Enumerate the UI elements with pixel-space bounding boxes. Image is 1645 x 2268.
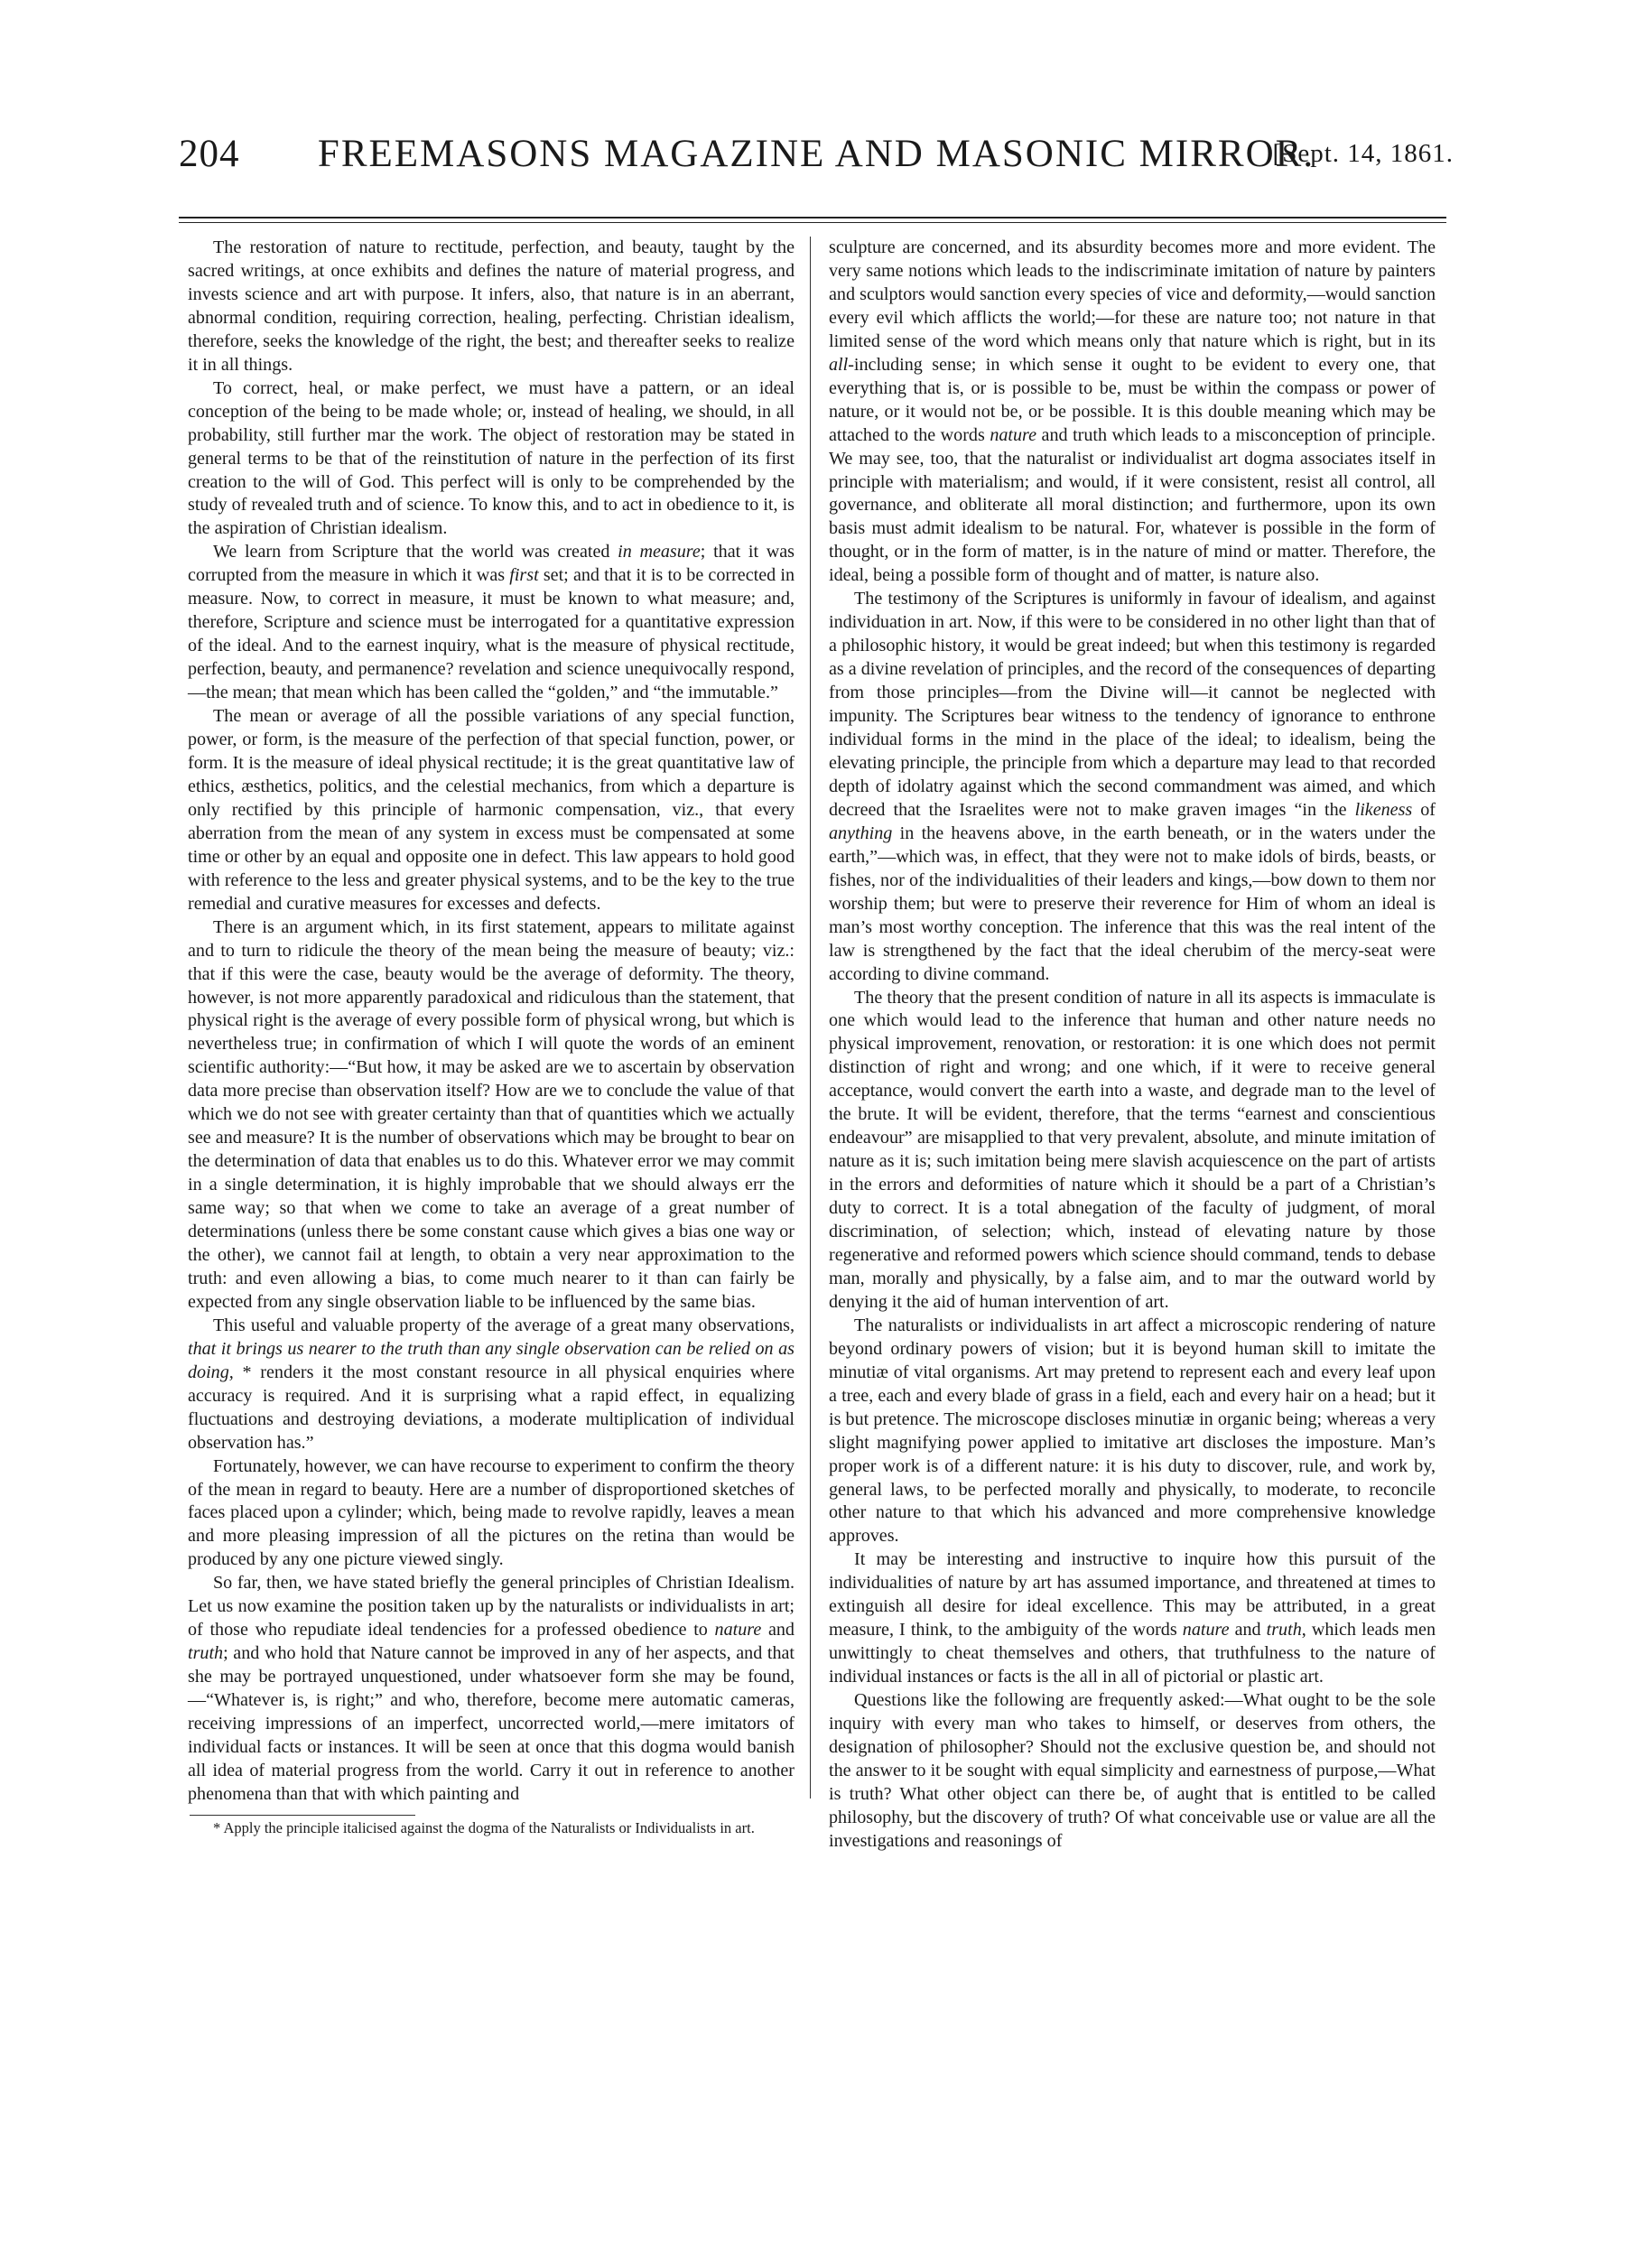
header-rule — [179, 217, 1446, 218]
left-column — [188, 237, 795, 1836]
footnote-rule — [190, 1815, 415, 1816]
paragraph: We learn from Scripture that the world was created in measure; that it was corrupted from the measure in which it was first set; and that it is to be corrected in measure. Now, to correct in measure, it must be known to what measure; and, therefore, Scripture and science must be interrogated for a quantitative expression of the ideal. And to the earnest inquiry, what is the measure of physical rectitude, perfection, beauty, and permanence? revelation and science unequivocally respond,—the mean; that mean which has been called the “golden,” and “the immutable.” — [188, 542, 795, 703]
page-header — [179, 132, 1454, 186]
masthead-title: FREEMASONS MAGAZINE AND MASONIC MIRROR. — [317, 133, 1315, 175]
paragraph: The restoration of nature to rectitude, perfection, and beauty, taught by the sacred writings, at once exhibits and defines the nature of material progress, and invests science and art with purpose. It infers, also, that nature is in an aberrant, abnormal condition, requiring correction, healing, perfecting. Christian idealism, therefore, seeks the knowledge of the right, the best; and thereafter seeks to realize it in all things. — [188, 237, 795, 375]
paragraph: The naturalists or individualists in art affect a microscopic rendering of nature beyond ordinary powers of vision; but it is beyond human skill to imitate the minutiæ of vital organisms. Art may pretend to represent each and every leaf upon a tree, each and every blade of grass in a field, each and every hair on a head; but it is but pretence. The microscope discloses minutiæ in organic being; whereas a very slight magnifying power applied to imitative art discloses the imposture. Man’s proper work is of a different nature: it is his duty to discover, rule, and work by, general laws, to be perfected morally and physically, to moderate, to reconcile other nature to that which his advanced and more comprehensive knowledge approves. — [829, 1315, 1436, 1547]
paragraph: To correct, heal, or make perfect, we must have a pattern, or an ideal conception of the being to be made whole; or, instead of healing, we should, in all probability, still further mar the work. The object of restoration may be stated in general terms to be that of the reinstitution of nature in the perfection of its first creation to the will of God. This perfect will is only to be comprehended by the study of revealed truth and of science. To know this, and to act in obedience to it, is the aspiration of Christian idealism. — [188, 377, 795, 539]
paragraph: So far, then, we have stated briefly the general principles of Christian Idealism. Let us now examine the position taken up by the naturalists or individualists in art; of those who repudiate ideal tendencies for a professed obedience to nature and truth; and who hold that Nature cannot be improved in any of her aspects, and that she may be portrayed unquestioned, under whatsoever form she may be found,—“Whatever is, is right;” and who, therefore, become mere automatic cameras, receiving impressions of an imperfect, uncorrected world,—mere imitators of individual facts or instances. It will be seen at once that this dogma would banish all idea of material progress from the world. Carry it out in reference to another phenomena than that with which painting and — [188, 1573, 795, 1804]
issue-date: [Sept. 14, 1861. — [1272, 139, 1454, 168]
footnote: * Apply the principle italicised against the dogma of the Naturalists or Individualists in art. — [213, 1818, 755, 1836]
page-number: 204 — [179, 133, 240, 175]
paragraph: sculpture are concerned, and its absurdity becomes more and more evident. The very same notions which leads to the indiscriminate imitation of nature by painters and sculptors would sanction every species of vice and deformity,—would sanction every evil which afflicts the world;—for these are nature too; not nature in that limited sense of the word which means only that nature which is right, but in its all-including sense; in which sense it ought to be evident to every one, that everything that is, or is possible to be, must be within the compass or power of nature, or it would not be, or be possible. It is this double meaning which may be attached to the words nature and truth which leads to a misconception of principle. We may see, too, that the naturalist or individualist art dogma associates itself in principle with materialism; and would, if it were consistent, resist all control, all governance, and obliterate all moral distinction; and furthermore, upon its own basis must admit idealism to be natural. For, whatever is possible in the form of thought, or in the form of matter, is in the nature of mind or matter. Therefore, the ideal, being a possible form of thought and of matter, is nature also. — [829, 237, 1436, 586]
paragraph: It may be interesting and instructive to inquire how this pursuit of the individualities of nature by art has assumed importance, and threatened at times to extinguish all desire for ideal excellence. This may be attributed, in a great measure, I think, to the ambiguity of the words nature and truth, which leads men unwittingly to cheat themselves and others, that truthfulness to the nature of individual instances or facts is the all in all of pictorial or plastic art. — [829, 1549, 1436, 1687]
paragraph: Questions like the following are frequently asked:—What ought to be the sole inquiry with every man who takes to himself, or deserves from others, the designation of philosopher? Should not the exclusive question be, and should not the answer to it be sought with equal simplicity and earnestness of purpose,—What is truth? What other object can there be, of aught that is entitled to be called philosophy, but the discovery of truth? Of what conceivable use or value are all the investigations and reasonings of — [829, 1690, 1436, 1851]
paragraph: The testimony of the Scriptures is uniformly in favour of idealism, and against individuation in art. Now, if this were to be considered in no other light than that of a philosophic history, it would be great indeed; but when this testimony is regarded as a divine revelation of principles, and the record of the consequences of departing from those principles—from the Divine will—it cannot be neglected with impunity. The Scriptures bear witness to the tendency of ignorance to enthrone individual forms in the mind in the place of the ideal; to idealism, being the elevating principle, the principle from which a departure may lead to that recorded depth of idolatry against which the second commandment was aimed, and which decreed that the Israelites were not to make graven images “in the likeness of anything in the heavens above, in the earth beneath, or in the waters under the earth,”—which was, in effect, that they were not to make idols of birds, beasts, or fishes, nor of the individualities of their leaders and kings,—bow down to them nor worship them; but were to preserve their reverence for Him of whom an ideal is man’s most worthy conception. The inference that this was the real intent of the law is strengthened by the fact that the ideal cherubim of the mercy-seat were according to divine command. — [829, 589, 1436, 984]
paragraph: Fortunately, however, we can have recourse to experiment to confirm the theory of the mean in regard to beauty. Here are a number of disproportioned sketches of faces placed upon a cylinder; which, being made to revolve rapidly, leaves a mean and more pleasing impression of all the pictures on the retina than would be produced by any one picture viewed singly. — [188, 1455, 795, 1570]
right-column — [829, 237, 1436, 1854]
column-divider — [810, 237, 811, 1799]
paragraph: The theory that the present condition of nature in all its aspects is immaculate is one which would lead to the inference that human and other nature needs no physical improvement, renovation, or restoration: it is one which does not permit distinction of right and wrong; and one which, if it were to receive general acceptance, would convert the earth into a waste, and degrade man to the level of the brute. It will be evident, therefore, that the terms “earnest and conscientious endeavour” are misapplied to that very prevalent, absolute, and minute imitation of nature as it is; such imitation being mere slavish acquiescence on the part of artists in the errors and deformities of nature which it should be a part of a Christian’s duty to correct. It is a total abnegation of the faculty of judgment, of moral discrimination, of selection; which, instead of elevating nature by those regenerative and reformed powers which science should command, tends to debase man, morally and physically, by a false aim, and to mar the outward world by denying it the aid of human intervention of art. — [829, 987, 1436, 1312]
paragraph: The mean or average of all the possible variations of any special function, power, or form, is the measure of the perfection of that special function, power, or form. It is the measure of ideal physical rectitude; it is the great quantitative law of ethics, æsthetics, politics, and the celestial mechanics, from which a departure is only rectified by this principle of harmonic compensation, viz., that every aberration from the mean of any system in excess must be compensated at some time or other by an equal and opposite one in defect. This law appears to hold good with reference to the less and greater physical systems, and to be the key to the true remedial and curative measures for excesses and defects. — [188, 706, 795, 914]
paragraph: There is an argument which, in its first statement, appears to militate against and to turn to ridicule the theory of the mean being the measure of beauty; viz.: that if this were the case, beauty would be the average of deformity. The theory, however, is not more apparently paradoxical and ridiculous than the statement, that physical right is the average of every possible form of physical wrong, but which is nevertheless true; in confirmation of which I will quote the words of an eminent scientific authority:—“But how, it may be asked are we to ascertain by observation data more precise than observation itself? How are we to conclude the value of that which we do not see with greater certainty than that of quantities which we actually see and measure? It is the number of observations which may be brought to bear on the determination of data that enables us to do this. Whatever error we may commit in a single determination, it is highly improbable that we should always err the same way; so that when we come to take an average of a great number of determinations (unless there be some constant cause which gives a bias one way or the other), we cannot fail at length, to obtain a very near approximation to the truth: and even allowing a bias, to come much nearer to it than can fairly be expected from any single observation liable to be influenced by the same bias. — [188, 916, 795, 1312]
paragraph: This useful and valuable property of the average of a great many observations, that it brings us nearer to the truth than any single observation can be relied on as doing, * renders it the most constant resource in all physical enquiries where accuracy is required. And it is surprising what a rapid effect, in equalizing fluctuations and destroying deviations, a moderate multiplication of individual observation has.” — [188, 1315, 795, 1453]
header-rule-thin — [179, 222, 1446, 223]
